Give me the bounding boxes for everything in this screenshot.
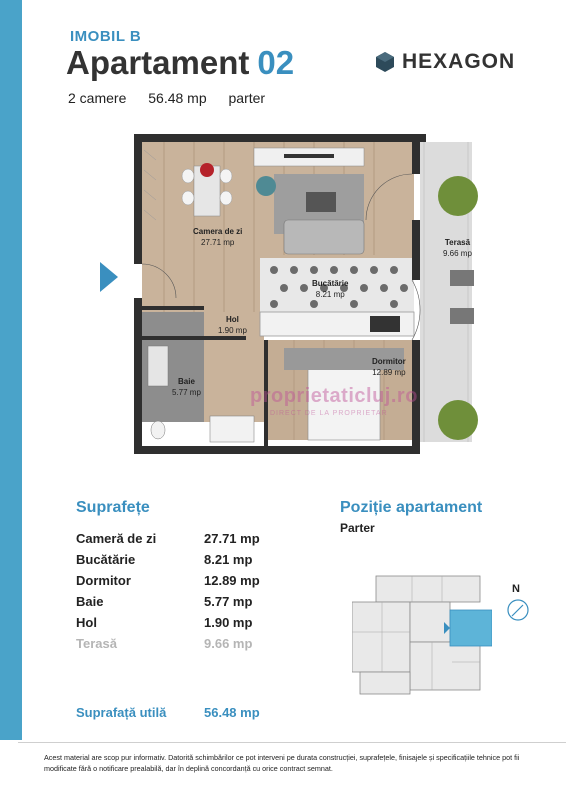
surface-row: Bucătărie 8.21 mp [76,552,253,567]
apartment-highlight [450,610,492,646]
watermark-subtitle: DIRECT DE LA PROPRIETAR [270,410,388,417]
room-label-camera-de-zi: Camera de zi 27.71 mp [193,227,243,247]
surface-row: Dormitor 12.89 mp [76,573,260,588]
surface-row-terrace: Terasă 9.66 mp [76,636,253,651]
logo-text: HEXAGON [402,50,516,73]
side-accent-bar [0,0,22,740]
page-title [66,44,294,82]
surfaces-title: Suprafețe [76,499,150,516]
position-title: Poziție apartament [340,499,483,516]
building-position-map [352,572,492,697]
room-label-hol: Hol 1.90 mp [218,315,247,335]
total-area: 56.48 mp [148,90,207,106]
watermark: proprietaticluj.ro [250,385,418,407]
room-label-bucatarie: Bucătărie 8.21 mp [312,279,349,299]
building-outline [352,572,492,697]
rooms-count: 2 camere [68,90,127,106]
apartment-summary [68,90,283,106]
footer-divider [18,742,566,743]
title-text: Apartament [66,44,250,81]
surfaces-table [76,528,260,654]
hexagon-logo [374,50,515,74]
footer-disclaimer: Acest material are scop pur informativ. Datorită schimbărilor ce pot interveni pe durata construcției, suprafețele, finisajele și specificațiile tehnice pot fii modificate fără o notificare prealabilă, dar în deplină concordanță cu orice contract semnat. [44,753,520,773]
room-label-terasa: Terasă 9.66 mp [443,238,472,258]
north-label: N [512,583,520,595]
room-label-baie: Baie 5.77 mp [172,377,201,397]
building-label: IMOBIL B [70,28,142,45]
hexagon-icon [374,51,396,73]
floor-level: parter [228,90,266,106]
room-label-dormitor: Dormitor 12.89 mp [372,357,406,377]
position-floor: Parter [340,521,375,535]
surface-row: Baie 5.77 mp [76,594,253,609]
entrance-arrow-icon [100,262,118,292]
surface-row: Hol 1.90 mp [76,615,253,630]
surface-row: Cameră de zi 27.71 mp [76,531,260,546]
apartment-number: 02 [257,44,295,81]
usable-area-total: Suprafață utilă 56.48 mp [76,705,260,720]
compass-icon [506,598,530,622]
